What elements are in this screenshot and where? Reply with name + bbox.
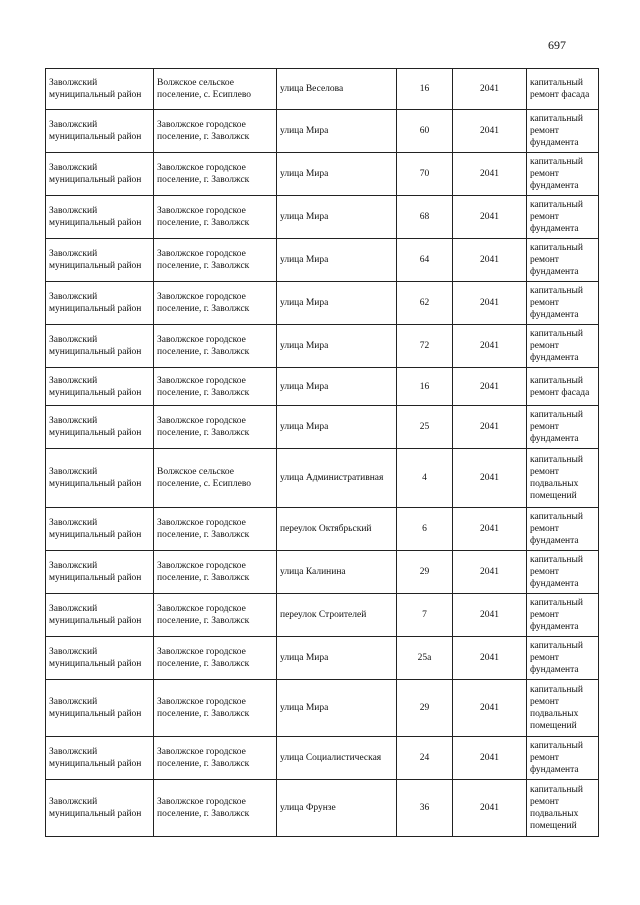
cell-district: Заволжский муниципальный район bbox=[46, 594, 154, 637]
cell-district: Заволжский муниципальный район bbox=[46, 551, 154, 594]
cell-settlement: Заволжское городское поселение, г. Заволжск bbox=[154, 637, 277, 680]
cell-house-number: 68 bbox=[397, 196, 453, 239]
table-row bbox=[46, 780, 599, 837]
cell-settlement: Заволжское городское поселение, г. Заволжск bbox=[154, 110, 277, 153]
cell-street: улица Мира bbox=[277, 282, 397, 325]
cell-settlement: Заволжское городское поселение, г. Заволжск bbox=[154, 594, 277, 637]
table-row bbox=[46, 551, 599, 594]
cell-district: Заволжский муниципальный район bbox=[46, 737, 154, 780]
cell-street: улица Калинина bbox=[277, 551, 397, 594]
cell-district: Заволжский муниципальный район bbox=[46, 69, 154, 110]
cell-settlement: Заволжское городское поселение, г. Заволжск bbox=[154, 680, 277, 737]
table-row bbox=[46, 325, 599, 368]
repair-schedule-table bbox=[45, 68, 599, 837]
cell-street: улица Мира bbox=[277, 196, 397, 239]
cell-settlement: Заволжское городское поселение, г. Заволжск bbox=[154, 406, 277, 449]
cell-house-number: 7 bbox=[397, 594, 453, 637]
cell-settlement: Заволжское городское поселение, г. Заволжск bbox=[154, 737, 277, 780]
cell-house-number: 72 bbox=[397, 325, 453, 368]
cell-year: 2041 bbox=[453, 325, 527, 368]
cell-district: Заволжский муниципальный район bbox=[46, 637, 154, 680]
cell-year: 2041 bbox=[453, 282, 527, 325]
cell-district: Заволжский муниципальный район bbox=[46, 153, 154, 196]
table-row bbox=[46, 594, 599, 637]
cell-work-type: капитальный ремонт фундамента bbox=[527, 737, 599, 780]
cell-district: Заволжский муниципальный район bbox=[46, 368, 154, 406]
cell-settlement: Волжское сельское поселение, с. Есиплево bbox=[154, 69, 277, 110]
cell-street: улица Мира bbox=[277, 368, 397, 406]
table-row bbox=[46, 110, 599, 153]
cell-year: 2041 bbox=[453, 780, 527, 837]
cell-street: улица Мира bbox=[277, 239, 397, 282]
cell-house-number: 64 bbox=[397, 239, 453, 282]
cell-year: 2041 bbox=[453, 69, 527, 110]
cell-house-number: 60 bbox=[397, 110, 453, 153]
cell-settlement: Заволжское городское поселение, г. Заволжск bbox=[154, 551, 277, 594]
cell-street: улица Мира bbox=[277, 680, 397, 737]
cell-work-type: капитальный ремонт подвальных помещений bbox=[527, 680, 599, 737]
page-number: 697 bbox=[548, 38, 566, 52]
cell-year: 2041 bbox=[453, 737, 527, 780]
table-row bbox=[46, 282, 599, 325]
cell-year: 2041 bbox=[453, 368, 527, 406]
cell-settlement: Волжское сельское поселение, с. Есиплево bbox=[154, 449, 277, 508]
table-row bbox=[46, 239, 599, 282]
cell-district: Заволжский муниципальный район bbox=[46, 508, 154, 551]
cell-street: улица Административная bbox=[277, 449, 397, 508]
table-row bbox=[46, 737, 599, 780]
table-row bbox=[46, 449, 599, 508]
cell-year: 2041 bbox=[453, 637, 527, 680]
cell-street: улица Социалистическая bbox=[277, 737, 397, 780]
cell-district: Заволжский муниципальный район bbox=[46, 449, 154, 508]
cell-settlement: Заволжское городское поселение, г. Заволжск bbox=[154, 239, 277, 282]
cell-district: Заволжский муниципальный район bbox=[46, 780, 154, 837]
table-row bbox=[46, 69, 599, 110]
cell-work-type: капитальный ремонт подвальных помещений bbox=[527, 449, 599, 508]
cell-work-type: капитальный ремонт фундамента bbox=[527, 153, 599, 196]
cell-house-number: 29 bbox=[397, 680, 453, 737]
table-row bbox=[46, 368, 599, 406]
cell-work-type: капитальный ремонт подвальных помещений bbox=[527, 780, 599, 837]
cell-house-number: 36 bbox=[397, 780, 453, 837]
table-row bbox=[46, 508, 599, 551]
cell-district: Заволжский муниципальный район bbox=[46, 196, 154, 239]
cell-street: переулок Строителей bbox=[277, 594, 397, 637]
cell-street: переулок Октябрьский bbox=[277, 508, 397, 551]
cell-district: Заволжский муниципальный район bbox=[46, 239, 154, 282]
cell-settlement: Заволжское городское поселение, г. Заволжск bbox=[154, 325, 277, 368]
cell-house-number: 70 bbox=[397, 153, 453, 196]
cell-year: 2041 bbox=[453, 508, 527, 551]
cell-street: улица Мира bbox=[277, 325, 397, 368]
cell-work-type: капитальный ремонт фундамента bbox=[527, 406, 599, 449]
cell-settlement: Заволжское городское поселение, г. Заволжск bbox=[154, 508, 277, 551]
cell-work-type: капитальный ремонт фундамента bbox=[527, 110, 599, 153]
cell-year: 2041 bbox=[453, 680, 527, 737]
cell-house-number: 29 bbox=[397, 551, 453, 594]
cell-work-type: капитальный ремонт фундамента bbox=[527, 551, 599, 594]
cell-year: 2041 bbox=[453, 449, 527, 508]
cell-settlement: Заволжское городское поселение, г. Заволжск bbox=[154, 780, 277, 837]
cell-street: улица Мира bbox=[277, 153, 397, 196]
cell-settlement: Заволжское городское поселение, г. Заволжск bbox=[154, 368, 277, 406]
cell-settlement: Заволжское городское поселение, г. Заволжск bbox=[154, 196, 277, 239]
cell-work-type: капитальный ремонт фундамента bbox=[527, 282, 599, 325]
table-body bbox=[46, 69, 599, 837]
cell-house-number: 25а bbox=[397, 637, 453, 680]
cell-house-number: 24 bbox=[397, 737, 453, 780]
cell-house-number: 16 bbox=[397, 368, 453, 406]
cell-year: 2041 bbox=[453, 153, 527, 196]
cell-district: Заволжский муниципальный район bbox=[46, 282, 154, 325]
cell-work-type: капитальный ремонт фасада bbox=[527, 69, 599, 110]
cell-house-number: 4 bbox=[397, 449, 453, 508]
cell-year: 2041 bbox=[453, 196, 527, 239]
cell-house-number: 6 bbox=[397, 508, 453, 551]
cell-house-number: 25 bbox=[397, 406, 453, 449]
cell-street: улица Мира bbox=[277, 110, 397, 153]
cell-work-type: капитальный ремонт фундамента bbox=[527, 196, 599, 239]
cell-district: Заволжский муниципальный район bbox=[46, 110, 154, 153]
cell-year: 2041 bbox=[453, 110, 527, 153]
cell-work-type: капитальный ремонт фундамента bbox=[527, 239, 599, 282]
cell-district: Заволжский муниципальный район bbox=[46, 325, 154, 368]
cell-work-type: капитальный ремонт фасада bbox=[527, 368, 599, 406]
table-row bbox=[46, 637, 599, 680]
cell-work-type: капитальный ремонт фундамента bbox=[527, 325, 599, 368]
cell-work-type: капитальный ремонт фундамента bbox=[527, 637, 599, 680]
table-row bbox=[46, 196, 599, 239]
cell-year: 2041 bbox=[453, 406, 527, 449]
cell-settlement: Заволжское городское поселение, г. Заволжск bbox=[154, 153, 277, 196]
cell-district: Заволжский муниципальный район bbox=[46, 680, 154, 737]
cell-work-type: капитальный ремонт фундамента bbox=[527, 508, 599, 551]
cell-house-number: 62 bbox=[397, 282, 453, 325]
cell-year: 2041 bbox=[453, 551, 527, 594]
table-row bbox=[46, 680, 599, 737]
cell-house-number: 16 bbox=[397, 69, 453, 110]
cell-street: улица Мира bbox=[277, 637, 397, 680]
cell-street: улица Фрунзе bbox=[277, 780, 397, 837]
cell-district: Заволжский муниципальный район bbox=[46, 406, 154, 449]
cell-year: 2041 bbox=[453, 239, 527, 282]
cell-settlement: Заволжское городское поселение, г. Заволжск bbox=[154, 282, 277, 325]
table-row bbox=[46, 406, 599, 449]
cell-year: 2041 bbox=[453, 594, 527, 637]
cell-street: улица Веселова bbox=[277, 69, 397, 110]
cell-work-type: капитальный ремонт фундамента bbox=[527, 594, 599, 637]
table-row bbox=[46, 153, 599, 196]
cell-street: улица Мира bbox=[277, 406, 397, 449]
